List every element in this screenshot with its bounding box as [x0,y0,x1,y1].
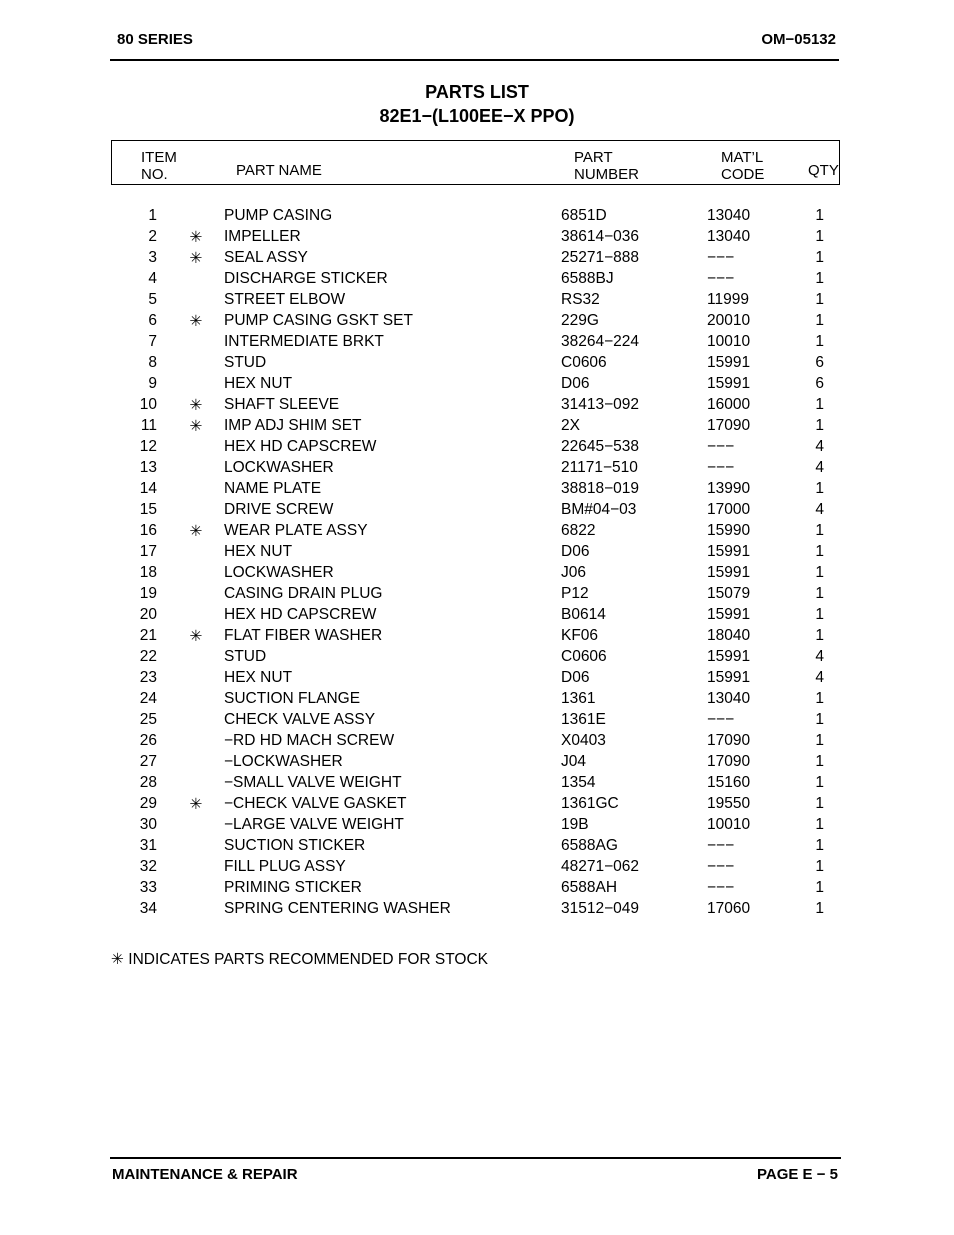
part-number: 25271−888 [561,249,640,266]
part-name: FLAT FIBER WASHER [224,627,383,644]
table-row [0,648,954,669]
part-number: 6588AG [561,837,618,854]
part-number: J04 [561,753,586,770]
stock-marker-icon: ✳ [189,397,203,414]
item-number: 21 [139,627,157,644]
table-row [0,627,954,648]
part-name: NAME PLATE [224,480,322,497]
footer-page-number: PAGE E − 5 [756,1166,838,1183]
col-item-line2: NO. [141,166,168,183]
part-name: CASING DRAIN PLUG [224,585,383,602]
table-row [0,480,954,501]
item-number: 13 [139,459,157,476]
part-name: HEX HD CAPSCREW [224,438,377,455]
part-name: −LARGE VALVE WEIGHT [224,816,404,833]
quantity: 1 [815,522,824,539]
table-row [0,585,954,606]
part-number: 22645−538 [561,438,640,455]
material-code: 15991 [707,543,751,560]
header-series: 80 SERIES [117,31,193,48]
item-number: 34 [139,900,157,917]
item-number: 32 [139,858,157,875]
stock-marker-icon: ✳ [189,523,203,540]
material-code: 10010 [707,816,751,833]
item-number: 18 [139,564,157,581]
item-number: 3 [148,249,157,266]
part-name: STREET ELBOW [224,291,346,308]
table-header [111,140,840,185]
table-row [0,879,954,900]
part-name: SEAL ASSY [224,249,308,266]
item-number: 15 [139,501,157,518]
table-row [0,732,954,753]
table-row [0,711,954,732]
quantity: 1 [815,291,824,308]
table-row [0,312,954,333]
table-row [0,669,954,690]
item-number: 6 [148,312,157,329]
quantity: 1 [815,795,824,812]
item-number: 23 [139,669,157,686]
footer-rule [110,1157,841,1159]
item-number: 31 [139,837,157,854]
material-code: 15079 [707,585,751,602]
page-title: PARTS LIST [425,82,529,102]
table-row [0,774,954,795]
item-number: 4 [148,270,157,287]
header-rule [110,59,839,61]
material-code: 15990 [707,522,751,539]
part-name: PUMP CASING GSKT SET [224,312,413,329]
table-row [0,858,954,879]
quantity: 1 [815,333,824,350]
material-code: −−− [707,858,735,875]
page-subtitle: 82E1−(L100EE−X PPO) [379,106,575,126]
material-code: 17060 [707,900,751,917]
part-name: STUD [224,648,267,665]
quantity: 1 [815,312,824,329]
quantity: 4 [815,648,824,665]
quantity: 1 [815,774,824,791]
material-code: 15991 [707,354,751,371]
part-number: 31512−049 [561,900,640,917]
quantity: 1 [815,249,824,266]
table-row [0,606,954,627]
quantity: 1 [815,837,824,854]
table-row [0,396,954,417]
table-row [0,690,954,711]
part-name: DRIVE SCREW [224,501,334,518]
stock-footnote: ✳ INDICATES PARTS RECOMMENDED FOR STOCK [111,951,488,968]
part-name: PRIMING STICKER [224,879,362,896]
quantity: 1 [815,816,824,833]
part-name: SUCTION STICKER [224,837,366,854]
part-number: 6588AH [561,879,618,896]
part-number: BM#04−03 [561,501,637,518]
part-name: IMP ADJ SHIM SET [224,417,362,434]
material-code: 13040 [707,690,751,707]
quantity: 1 [815,753,824,770]
part-name: FILL PLUG ASSY [224,858,346,875]
part-number: 38264−224 [561,333,640,350]
table-row [0,816,954,837]
part-number: 1361GC [561,795,619,812]
item-number: 22 [139,648,157,665]
material-code: 17090 [707,732,751,749]
part-number: X0403 [561,732,606,749]
part-number: D06 [561,669,590,686]
part-number: J06 [561,564,586,581]
table-row [0,438,954,459]
material-code: 18040 [707,627,751,644]
part-number: 1354 [561,774,596,791]
part-number: 1361E [561,711,606,728]
quantity: 1 [815,480,824,497]
quantity: 1 [815,879,824,896]
stock-marker-icon: ✳ [189,796,203,813]
part-name: IMPELLER [224,228,301,245]
material-code: 15991 [707,669,751,686]
material-code: 17000 [707,501,751,518]
item-number: 17 [139,543,157,560]
quantity: 1 [815,858,824,875]
footer-section: MAINTENANCE & REPAIR [112,1166,298,1183]
part-number: D06 [561,543,590,560]
part-number: 6851D [561,207,607,224]
part-name: CHECK VALVE ASSY [224,711,376,728]
material-code: −−− [707,837,735,854]
part-number: 38614−036 [561,228,640,245]
part-number: 1361 [561,690,596,707]
quantity: 4 [815,669,824,686]
material-code: 10010 [707,333,751,350]
col-part-name: PART NAME [236,162,322,179]
part-number: 21171−510 [561,459,638,476]
part-number: 19B [561,816,589,833]
part-number: 2X [561,417,580,434]
table-row [0,795,954,816]
quantity: 1 [815,732,824,749]
quantity: 1 [815,207,824,224]
item-number: 33 [139,879,157,896]
item-number: 24 [139,690,157,707]
col-item-line1: ITEM [141,149,177,166]
item-number: 8 [148,354,157,371]
part-name: −RD HD MACH SCREW [224,732,395,749]
table-row [0,543,954,564]
material-code: −−− [707,711,735,728]
item-number: 30 [139,816,157,833]
table-row [0,354,954,375]
material-code: 15991 [707,564,751,581]
material-code: 11999 [707,291,749,308]
stock-marker-icon: ✳ [189,313,203,330]
part-number: 31413−092 [561,396,640,413]
table-row [0,753,954,774]
table-row [0,291,954,312]
part-name: STUD [224,354,267,371]
item-number: 29 [139,795,157,812]
material-code: 15160 [707,774,751,791]
part-number: D06 [561,375,590,392]
material-code: 16000 [707,396,751,413]
quantity: 1 [815,585,824,602]
part-name: −CHECK VALVE GASKET [224,795,407,812]
item-number: 12 [139,438,157,455]
quantity: 1 [815,228,824,245]
item-number: 9 [148,375,157,392]
item-number: 5 [148,291,157,308]
table-row [0,207,954,228]
stock-marker-icon: ✳ [189,229,203,246]
material-code: 13990 [707,480,751,497]
col-qty: QTY [808,162,839,179]
item-number: 11 [140,417,157,434]
table-row [0,522,954,543]
quantity: 1 [815,417,824,434]
quantity: 1 [815,900,824,917]
part-number: C0606 [561,354,607,371]
quantity: 1 [815,711,824,728]
part-number: 229G [561,312,599,329]
item-number: 7 [148,333,157,350]
material-code: 15991 [707,606,751,623]
item-number: 10 [139,396,157,413]
table-row [0,249,954,270]
part-name: LOCKWASHER [224,564,334,581]
material-code: −−− [707,879,735,896]
table-row [0,900,954,921]
table-row [0,564,954,585]
part-number: 38818−019 [561,480,640,497]
table-row [0,375,954,396]
stock-marker-icon: ✳ [189,250,203,267]
material-code: 13040 [707,207,751,224]
stock-marker-icon: ✳ [189,628,203,645]
material-code: 15991 [707,375,751,392]
item-number: 19 [139,585,157,602]
quantity: 1 [815,606,824,623]
part-name: WEAR PLATE ASSY [224,522,368,539]
part-name: HEX NUT [224,543,293,560]
part-name: SHAFT SLEEVE [224,396,340,413]
part-name: HEX NUT [224,375,293,392]
part-number: C0606 [561,648,607,665]
part-number: 6822 [561,522,596,539]
material-code: 15991 [707,648,751,665]
quantity: 1 [815,564,824,581]
part-number: 48271−062 [561,858,640,875]
quantity: 1 [815,396,824,413]
part-number: KF06 [561,627,599,644]
table-row [0,333,954,354]
item-number: 20 [139,606,157,623]
col-mat-line1: MAT’L [721,149,764,166]
col-mat-line2: CODE [721,166,765,183]
part-name: SUCTION FLANGE [224,690,361,707]
material-code: 19550 [707,795,751,812]
quantity: 1 [815,690,824,707]
part-name: INTERMEDIATE BRKT [224,333,384,350]
item-number: 25 [139,711,157,728]
quantity: 1 [815,543,824,560]
quantity: 6 [815,354,824,371]
quantity: 4 [815,459,824,476]
item-number: 2 [148,228,157,245]
item-number: 1 [148,207,157,224]
item-number: 16 [139,522,157,539]
quantity: 4 [815,501,824,518]
item-number: 27 [139,753,157,770]
quantity: 1 [815,627,824,644]
item-number: 28 [139,774,157,791]
table-row [0,837,954,858]
item-number: 26 [139,732,157,749]
material-code: 17090 [707,417,751,434]
material-code: −−− [707,249,735,266]
part-name: PUMP CASING [224,207,333,224]
table-row [0,501,954,522]
part-name: SPRING CENTERING WASHER [224,900,451,917]
part-name: −SMALL VALVE WEIGHT [224,774,402,791]
part-number: 6588BJ [561,270,614,287]
part-number: P12 [561,585,589,602]
material-code: 20010 [707,312,751,329]
part-name: DISCHARGE STICKER [224,270,388,287]
item-number: 14 [139,480,157,497]
table-row [0,228,954,249]
table-row [0,270,954,291]
material-code: −−− [707,270,735,287]
quantity: 1 [815,270,824,287]
part-number: RS32 [561,291,600,308]
part-name: LOCKWASHER [224,459,334,476]
material-code: −−− [707,438,735,455]
col-part-line1: PART [574,149,613,166]
part-name: HEX NUT [224,669,293,686]
table-row [0,417,954,438]
col-part-line2: NUMBER [574,166,640,183]
part-number: B0614 [561,606,606,623]
quantity: 4 [815,438,824,455]
material-code: 17090 [707,753,751,770]
header-doc-number: OM−05132 [761,31,836,48]
table-row [0,459,954,480]
part-name: HEX HD CAPSCREW [224,606,377,623]
quantity: 6 [815,375,824,392]
part-name: −LOCKWASHER [224,753,343,770]
material-code: 13040 [707,228,751,245]
stock-marker-icon: ✳ [189,418,203,435]
material-code: −−− [707,459,735,476]
